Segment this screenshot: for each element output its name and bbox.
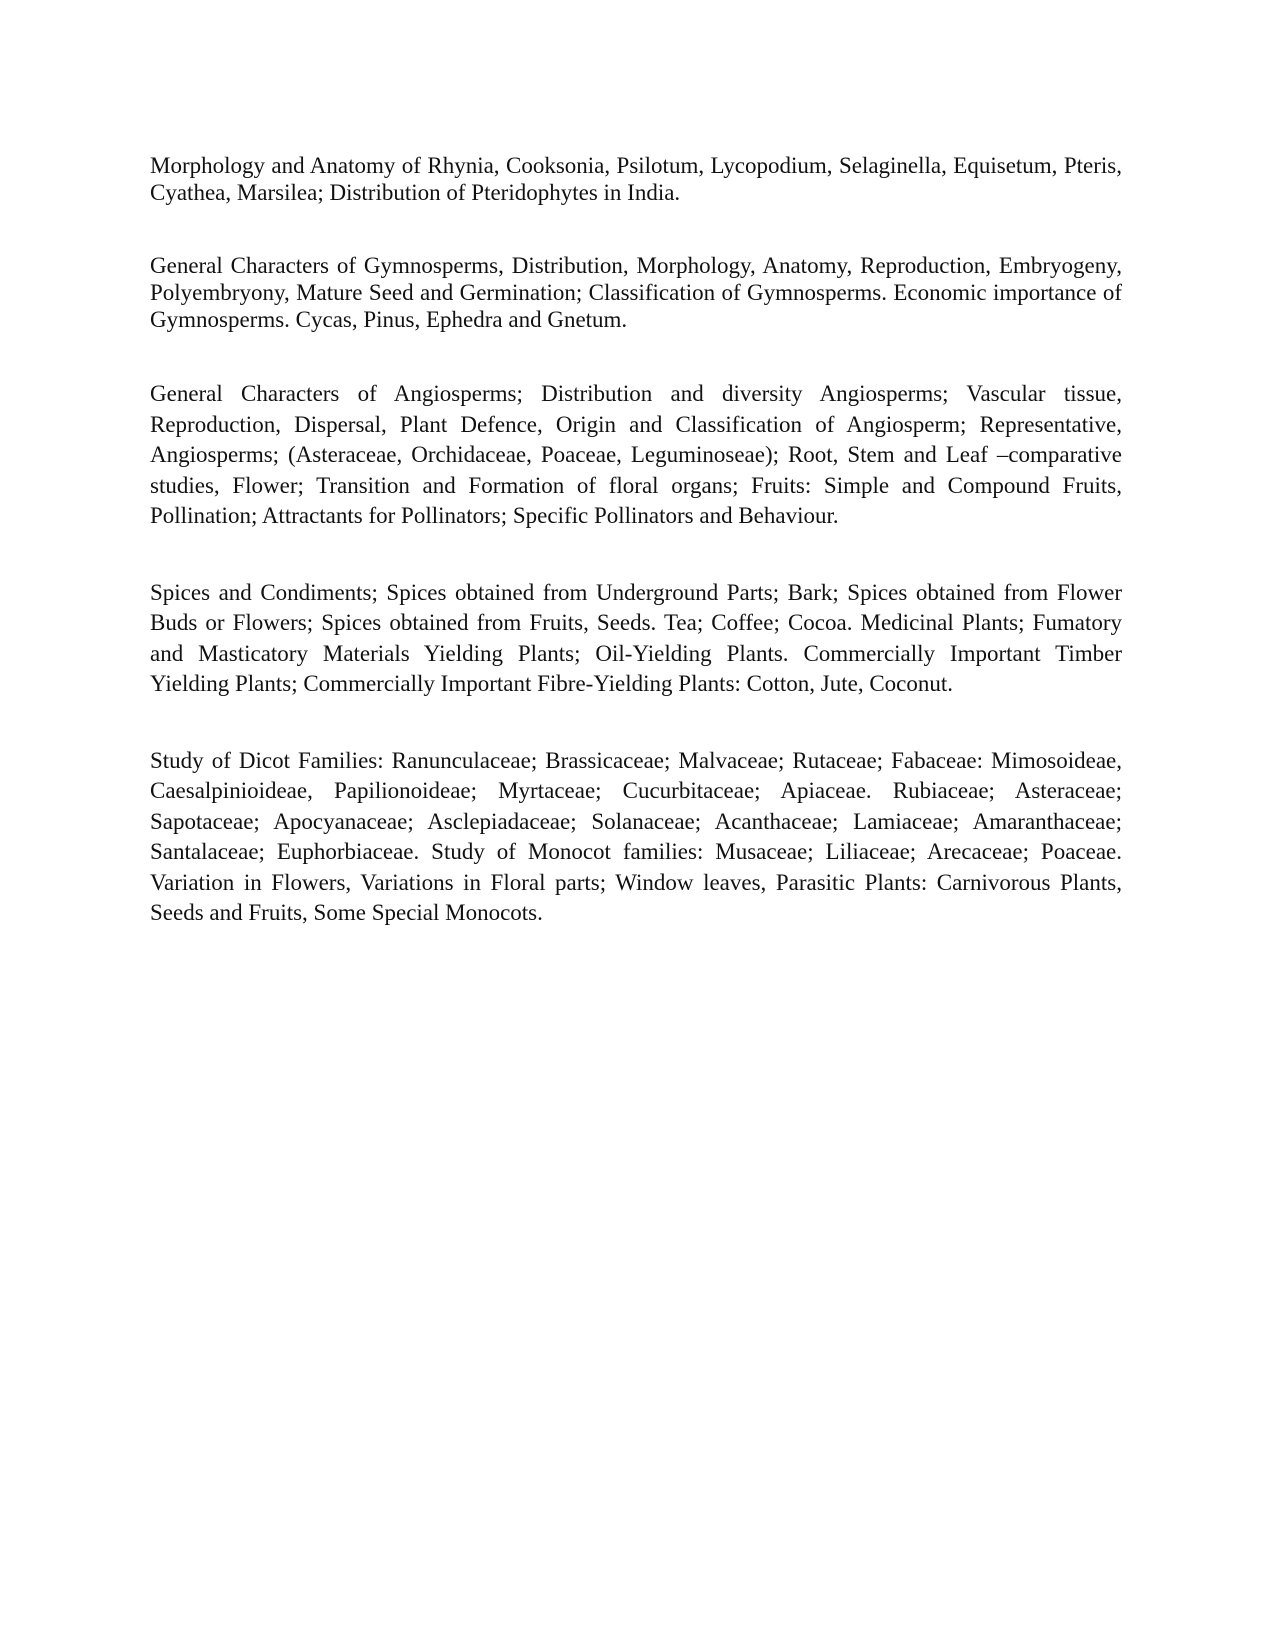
paragraph-pteridophytes: Morphology and Anatomy of Rhynia, Cooksonia, Psilotum, Lycopodium, Selaginella, Equisetum, Pteris, Cyathea, Marsilea; Distribution of Pteridophytes in India. <box>150 153 1122 205</box>
paragraph-economic-botany: Spices and Condiments; Spices obtained from Underground Parts; Bark; Spices obtained from Flower Buds or Flowers; Spices obtained from Fruits, Seeds. Tea; Coffee; Cocoa. Medicinal Plants; Fumatory and Masticatory Materials Yielding Plants; Oil-Yielding Plants. Commercially Important Timber Yielding Plants; Commercially Important Fibre-Yielding Plants: Cotton, Jute, Coconut. <box>150 579 1122 696</box>
paragraph-gymnosperms: General Characters of Gymnosperms, Distribution, Morphology, Anatomy, Reproduction, Embryogeny, Polyembryony, Mature Seed and Germination; Classification of Gymnosperms. Economic importance of Gymnosperms. Cycas, Pinus, Ephedra and Gnetum. <box>150 253 1122 332</box>
paragraph-angiosperms: General Characters of Angiosperms; Distribution and diversity Angiosperms; Vascular tissue, Reproduction, Dispersal, Plant Defence, Origin and Classification of Angiosperm; Representative, Angiosperms; (Asteraceae, Orchidaceae, Poaceae, Leguminoseae); Root, Stem and Leaf –comparative studies, Flower; Transition and Formation of floral organs; Fruits: Simple and Compound Fruits, Pollination; Attractants for Pollinators; Specific Pollinators and Behaviour. <box>150 381 1122 528</box>
document-body <box>150 152 1122 929</box>
paragraph-plant-families: Study of Dicot Families: Ranunculaceae; Brassicaceae; Malvaceae; Rutaceae; Fabaceae: Mimosoideae, Caesalpinioideae, Papilionoideae; Myrtaceae; Cucurbitaceae; Apiaceae. Rubiaceae; Asteraceae; Sapotaceae; Apocyanaceae; Asclepiadaceae; Solanaceae; Acanthaceae; Lamiaceae; Amaranthaceae; Santalaceae; Euphorbiaceae. Study of Monocot families: Musaceae; Liliaceae; Arecaceae; Poaceae. Variation in Flowers, Variations in Floral parts; Window leaves, Parasitic Plants: Carnivorous Plants, Seeds and Fruits, Some Special Monocots. <box>150 747 1122 925</box>
